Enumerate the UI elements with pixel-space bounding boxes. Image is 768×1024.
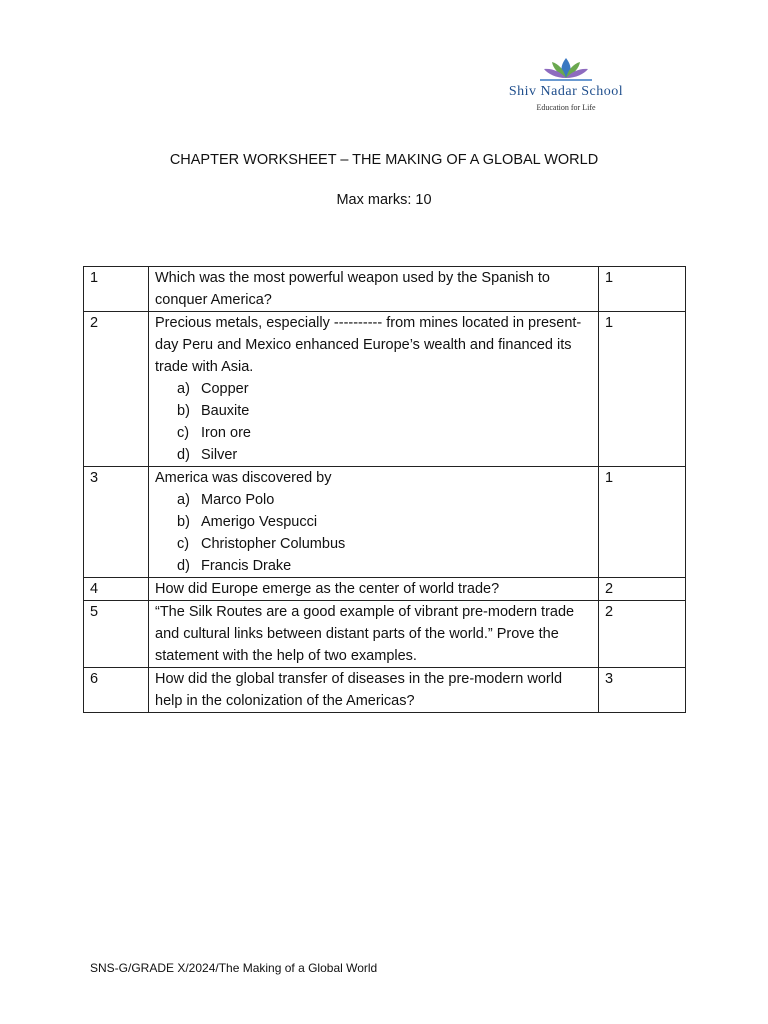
option-item — [177, 533, 592, 555]
question-marks: 1 — [599, 312, 686, 467]
question-cell — [149, 601, 599, 668]
option-label: d) — [177, 447, 190, 463]
option-text: Marco Polo — [201, 492, 275, 508]
question-marks: 2 — [599, 578, 686, 601]
question-row — [84, 578, 686, 601]
question-number: 3 — [84, 467, 149, 578]
question-text: How did Europe emerge as the center of world trade? — [155, 581, 500, 597]
option-text: Amerigo Vespucci — [201, 514, 318, 530]
option-text: Bauxite — [201, 403, 250, 419]
question-marks: 1 — [599, 267, 686, 312]
question-cell — [149, 578, 599, 601]
question-number: 6 — [84, 668, 149, 713]
option-item — [177, 444, 592, 466]
school-logo — [500, 56, 632, 112]
option-label: c) — [177, 536, 190, 552]
option-label: a) — [177, 381, 190, 397]
question-marks: 2 — [599, 601, 686, 668]
options-list — [155, 378, 592, 466]
option-label: a) — [177, 492, 190, 508]
worksheet-title: CHAPTER WORKSHEET – THE MAKING OF A GLOBAL WORLD — [169, 152, 599, 168]
question-text: Which was the most powerful weapon used by the Spanish to conquer America? — [155, 270, 550, 308]
question-number: 2 — [84, 312, 149, 467]
question-marks: 3 — [599, 668, 686, 713]
question-number: 4 — [84, 578, 149, 601]
question-row — [84, 467, 686, 578]
option-label: b) — [177, 403, 190, 419]
question-cell — [149, 312, 599, 467]
question-number: 5 — [84, 601, 149, 668]
question-row — [84, 668, 686, 713]
question-row — [84, 312, 686, 467]
question-marks: 1 — [599, 467, 686, 578]
option-item — [177, 422, 592, 444]
question-number: 1 — [84, 267, 149, 312]
question-text: How did the global transfer of diseases in the pre-modern world help in the colonization of the Americas? — [155, 671, 563, 709]
option-text: Iron ore — [201, 425, 251, 441]
option-label: c) — [177, 425, 190, 441]
option-item — [177, 511, 592, 533]
question-row — [84, 267, 686, 312]
question-text: America was discovered by — [155, 470, 332, 486]
question-row — [84, 601, 686, 668]
option-item — [177, 555, 592, 577]
option-text: Francis Drake — [201, 558, 292, 574]
school-name: Shiv Nadar School — [508, 84, 624, 99]
option-text: Silver — [201, 447, 238, 463]
option-text: Christopher Columbus — [201, 536, 346, 552]
question-text: Precious metals, especially ---------- from mines located in present-day Peru and Mexico enhanced Europe’s wealth and financed its trade with Asia. — [155, 315, 582, 375]
school-tagline: Education for Life — [536, 103, 596, 112]
question-cell — [149, 467, 599, 578]
option-label: d) — [177, 558, 190, 574]
option-label: b) — [177, 514, 190, 530]
option-text: Copper — [201, 381, 249, 397]
option-item — [177, 378, 592, 400]
question-cell — [149, 668, 599, 713]
questions-table — [83, 266, 686, 713]
question-cell — [149, 267, 599, 312]
max-marks: Max marks: 10 — [336, 192, 432, 208]
options-list — [155, 489, 592, 577]
question-text: “The Silk Routes are a good example of vibrant pre-modern trade and cultural links between distant parts of the world.” Prove the statement with the help of two examples. — [155, 604, 575, 664]
option-item — [177, 489, 592, 511]
option-item — [177, 400, 592, 422]
lotus-icon — [536, 56, 596, 82]
page-footer: SNS-G/GRADE X/2024/The Making of a Global World — [90, 961, 378, 975]
